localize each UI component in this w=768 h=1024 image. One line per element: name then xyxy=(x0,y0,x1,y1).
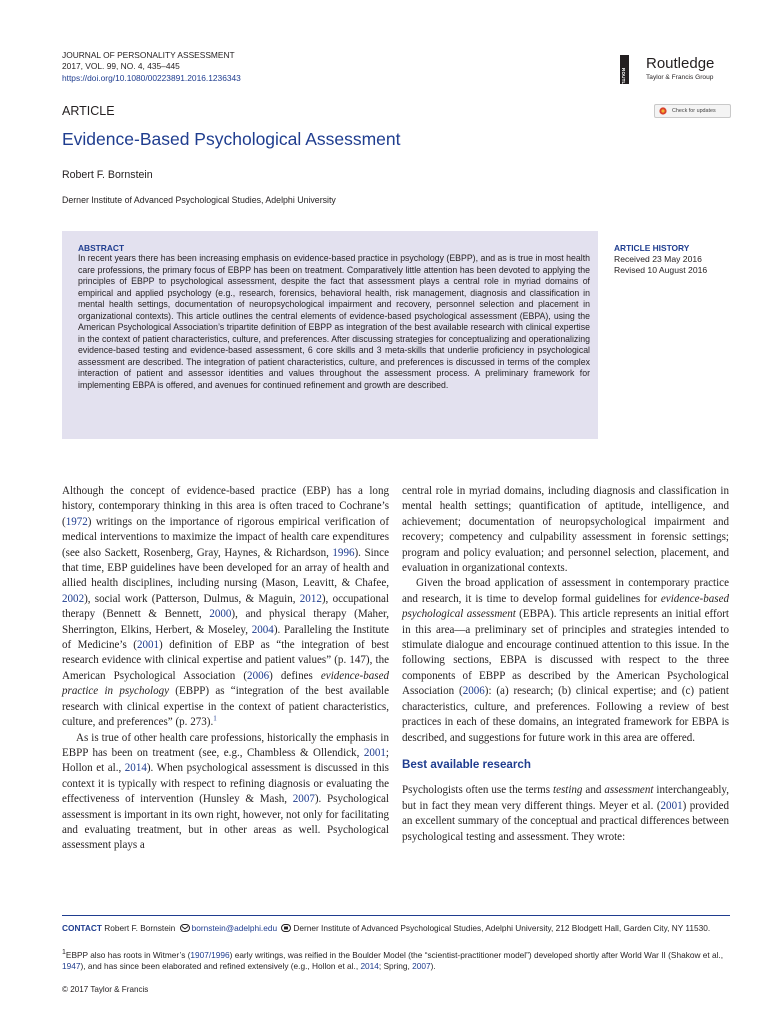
body-paragraph xyxy=(62,731,389,854)
citation-link[interactable]: 2001 xyxy=(363,746,386,759)
contact-email-link[interactable]: bornstein@adelphi.edu xyxy=(191,923,278,933)
publisher-name: Routledge xyxy=(646,55,715,72)
contact-label: CONTACT xyxy=(62,923,102,933)
citation-link[interactable]: 2007 xyxy=(412,961,431,972)
section-heading: Best available research xyxy=(402,757,531,771)
citation-link[interactable]: 2001 xyxy=(660,799,683,812)
article-history-heading: ARTICLE HISTORY xyxy=(614,243,690,253)
citation-link[interactable]: 1947 xyxy=(62,961,81,972)
text-run: As is true of other health care professions, historically the emphasis in EBPP has been on treatment (see, e.g., Chambless & Ollendick, xyxy=(62,731,389,759)
text-run: interchangeably, but in fact they mean very different things. Meyer et al. ( xyxy=(402,784,729,812)
italic-term: evidence-based psychological assessment xyxy=(402,592,729,621)
copyright: © 2017 Taylor & Francis xyxy=(62,985,149,994)
text-run: Psychologists often use the terms xyxy=(402,784,553,797)
citation-link[interactable]: 2001 xyxy=(136,639,160,652)
citation-link[interactable]: 1996 xyxy=(332,546,355,559)
text-run: ) early writings, was reified in the Boulder Model (the “scientist-practitioner model”) developed shortly after World War II (Shakow et al., xyxy=(229,950,724,960)
check-for-updates-button[interactable] xyxy=(654,104,731,118)
publisher-vertical-text: ROUTLEDGE xyxy=(621,68,626,99)
history-revised: Revised 10 August 2016 xyxy=(614,265,708,275)
body-paragraph xyxy=(402,783,729,845)
history-received: Received 23 May 2016 xyxy=(614,254,702,264)
italic-term: evidence-based practice in psychology xyxy=(62,669,389,698)
journal-name: JOURNAL OF PERSONALITY ASSESSMENT xyxy=(62,50,235,60)
publisher-subtitle: Taylor & Francis Group xyxy=(646,74,714,81)
check-for-updates-label: Check for updates xyxy=(672,108,716,114)
italic-term: assessment xyxy=(604,784,654,797)
text-run: ). Psychological assessment is important in its own right, however, not only for facilitating and evaluating treatment, but in other areas as well. Psychological assessment plays a xyxy=(62,793,389,852)
italic-term: testing xyxy=(553,784,583,797)
address-icon xyxy=(281,924,291,932)
text-run: ), occupational therapy (Bennett & Bennett, xyxy=(62,592,390,621)
text-run: ), and physical therapy (Maher, Sherrington, Elkins, Herbert, & Moseley, xyxy=(62,608,389,636)
contact-address: Derner Institute of Advanced Psychological Studies, Adelphi University, 212 Blodgett Hall, Garden City, NY 11530. xyxy=(293,923,711,933)
text-run: ): (a) research; (b) clinical expertise; and (c) patient characteristics, culture, and preferences. Following a review of best practices in each of these domains, an integrated framework for EBPA is described, and suggestions for future work in this area are offered. xyxy=(402,685,729,744)
abstract-heading: ABSTRACT xyxy=(78,243,125,253)
text-run: ). When psychological assessment is discussed in this context it is typically with respect to refining diagnosis or evaluating the effectiveness of intervention (Hunsley & Mash, xyxy=(62,762,389,806)
text-run: (EBPP) as “integration of the best available research with clinical expertise in the context of patient characteristics, culture, and preferences” (p. 273). xyxy=(62,685,389,729)
text-run: and xyxy=(582,784,605,797)
article-type: ARTICLE xyxy=(62,104,115,118)
citation-link[interactable]: 2002 xyxy=(62,592,85,605)
footer-divider xyxy=(62,915,730,916)
citation-link[interactable]: 1972 xyxy=(65,515,88,528)
footnote xyxy=(62,950,730,973)
text-run: ) definition of EBP as “the integration of best research evidence with clinical expertise and patient values” (p. 147), the American Psychological Association ( xyxy=(62,639,389,682)
text-run: Although the concept of evidence-based practice (EBP) has a long history, contemporary thinking in this area is often traced to Cochrane’s ( xyxy=(62,485,389,528)
contact-line xyxy=(62,923,730,934)
body-column-left xyxy=(62,484,389,854)
crossmark-icon xyxy=(659,107,667,115)
journal-volume: 2017, VOL. 99, NO. 4, 435–445 xyxy=(62,61,180,72)
doi-link[interactable]: https://doi.org/10.1080/00223891.2016.1236343 xyxy=(62,72,241,83)
citation-link[interactable]: 2000 xyxy=(209,608,232,621)
author-name: Robert F. Bornstein xyxy=(62,169,153,181)
text-run: (EBPA). This article represents an initial effort in this area—a preliminary set of principles and strategies intended to stimulate dialogue and encourage continued attention to this issue. In the following sections, EBPA is discussed with respect to the three components of EBPP as described by the American Psychological Association ( xyxy=(402,608,729,698)
text-run: ) writings on the importance of rigorous empirical verification of medical interventions to maximize the impact of health care expenditures (see also Sackett, Rosenberg, Gray, Haynes, & Richardson, xyxy=(62,515,389,559)
abstract-text: In recent years there has been increasing emphasis on evidence-based practice in psychology (EBPP), and as is true in most health care professions, the primary focus of EBPP has been on treatment. Comparatively little attention has been devoted to applying the principles of EBPP to psychological assessment, despite the fact that assessment plays a central role in myriad domains of empirical and applied psychology (e.g., research, forensics, behavioral health, risk management, diagnosis and classification in mental health settings, documentation of neuropsychological impairment and recovery, personnel selection and placement in organizational contexts). This article outlines the central elements of evidence-based psychological assessment (EBPA), using the American Psychological Association’s tripartite definition of EBPP as integration of the best available research with clinical expertise in the context of patient characteristics, culture, and preferences. After discussing strategies for conceptualizing and operationalizing evidence-based testing and evidence-based assessment, 6 core skills and 3 meta-skills that underlie proficiency in psychological assessment are described. The integration of patient characteristics, culture, and preferences is discussed in terms of the complex interaction of patient and assessor identities and values throughout the assessment process. A preliminary framework for implementing EBPA is offered, and avenues for continued refinement and growth are described. xyxy=(78,253,590,391)
journal-header xyxy=(62,50,241,84)
article-title: Evidence-Based Psychological Assessment xyxy=(62,129,401,149)
text-run: ), and has since been elaborated and refined extensively (e.g., Hollon et al., xyxy=(80,961,361,972)
email-icon xyxy=(180,924,190,932)
footnote-marker[interactable]: 1 xyxy=(213,714,217,723)
citation-link[interactable]: 2006 xyxy=(462,685,485,698)
citation-link[interactable]: 2006 xyxy=(247,669,270,682)
citation-link[interactable]: 2007 xyxy=(292,793,315,806)
citation-link[interactable]: 2004 xyxy=(251,623,274,636)
citation-link[interactable]: 2014 xyxy=(124,762,147,775)
citation-link[interactable]: 2014 xyxy=(360,961,379,972)
text-run: EBPP also has roots in Witmer’s ( xyxy=(65,950,191,960)
body-paragraph xyxy=(62,484,389,731)
text-run: ), social work (Patterson, Dulmus, & Maguin, xyxy=(84,592,300,605)
text-run: ). Since that time, EBP guidelines have been developed for an array of health and allied health disciplines, including nursing (Mason, Leavitt, & Chafee, xyxy=(62,546,389,590)
publisher-logo xyxy=(620,55,732,99)
text-run: Given the broad application of assessment in contemporary practice and research, it is time to develop formal guidelines for xyxy=(402,577,729,605)
body-paragraph xyxy=(402,576,729,745)
text-run: ) provided an excellent summary of the conceptual and practical differences between psychological testing and assessment. They wrote: xyxy=(402,799,729,843)
text-run: ; Spring, xyxy=(378,961,413,972)
text-run: ). Paralleling the Institute of Medicine’s ( xyxy=(62,623,390,652)
body-column-right xyxy=(402,484,729,845)
text-run: ; Hollon et al., xyxy=(62,746,389,775)
body-paragraph: central role in myriad domains, including diagnosis and classification in mental health settings; quantification of aptitude, intelligence, and achievement; documentation of neuropsychological impairment and recovery; competency and culpability assessment in forensic settings; program and policy evaluation; and personnel selection, placement, and evaluation in organizational contexts. xyxy=(402,485,729,575)
citation-link[interactable]: 1907/1996 xyxy=(190,950,230,960)
text-run: ). xyxy=(430,961,436,972)
footnote-number: 1 xyxy=(62,949,66,957)
citation-link[interactable]: 2012 xyxy=(299,592,322,605)
text-run: ) defines xyxy=(269,669,321,682)
author-affiliation: Derner Institute of Advanced Psychological Studies, Adelphi University xyxy=(62,195,336,205)
contact-name: Robert F. Bornstein xyxy=(104,923,176,933)
